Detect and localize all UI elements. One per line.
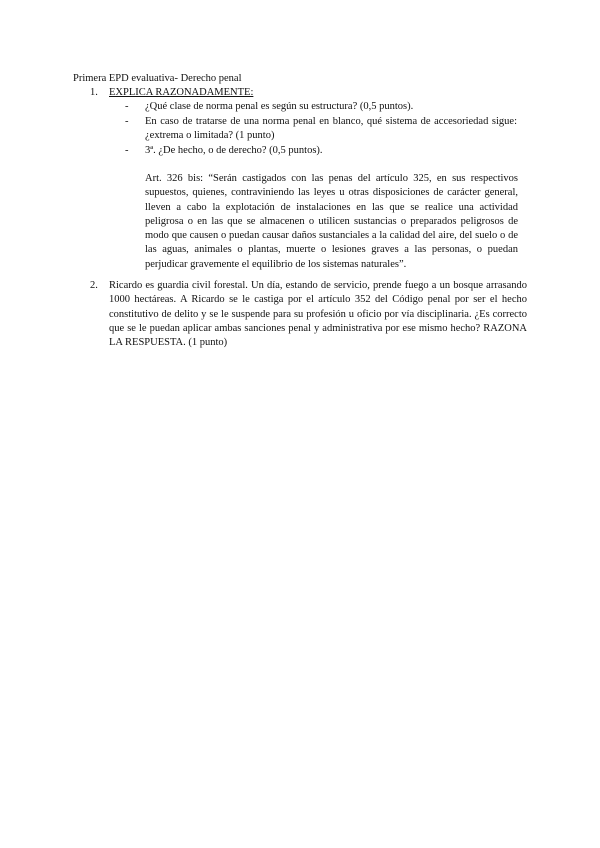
bullet-dash: - xyxy=(125,116,129,127)
question-1-heading: EXPLICA RAZONADAMENTE: xyxy=(109,87,254,98)
bullet-dash: - xyxy=(125,101,129,112)
document-title: Primera EPD evaluativa- Derecho penal xyxy=(73,73,242,84)
list-item-text: En caso de tratarse de una norma penal en blanco, qué sistema de accesoriedad sigue: ¿extrema o limitada? (1 punto) xyxy=(145,116,517,142)
question-2-text: Ricardo es guardia civil forestal. Un día, estando de servicio, prende fuego a un bosque arrasando 1000 hectáreas. A Ricardo se le castiga por el artículo 352 del Código penal por ser el hecho constitutivo de delito y se le suspende para su profesión u oficio por vía disciplinaria. ¿Es correcto que se le puedan aplicar ambas sanciones penal y administrativa por ese mismo hecho? RAZONA LA RESPUESTA. (1 punto) xyxy=(109,280,527,349)
question-1-number: 1. xyxy=(90,87,98,98)
question-2-number: 2. xyxy=(90,280,98,291)
list-item-text: 3ª. ¿De hecho, o de derecho? (0,5 puntos). xyxy=(145,145,323,156)
article-quote: Art. 326 bis: “Serán castigados con las penas del artículo 325, en sus respectivos supuestos, quienes, contraviniendo las leyes u otras disposiciones de carácter general, lleven a cabo la explotación de instalaciones en las que se realice una actividad peligrosa o en las que se almacenen o utilicen sustancias o preparados peligrosos de modo que causen o puedan causar daños sustanciales a la calidad del aire, del suelo o de las aguas, animales o plantas, muerte o lesiones graves a las personas, o puedan perjudicar gravemente el equilibrio de los sistemas naturales”. xyxy=(145,173,518,270)
list-item-text: ¿Qué clase de norma penal es según su estructura? (0,5 puntos). xyxy=(145,101,414,112)
bullet-dash: - xyxy=(125,145,129,156)
